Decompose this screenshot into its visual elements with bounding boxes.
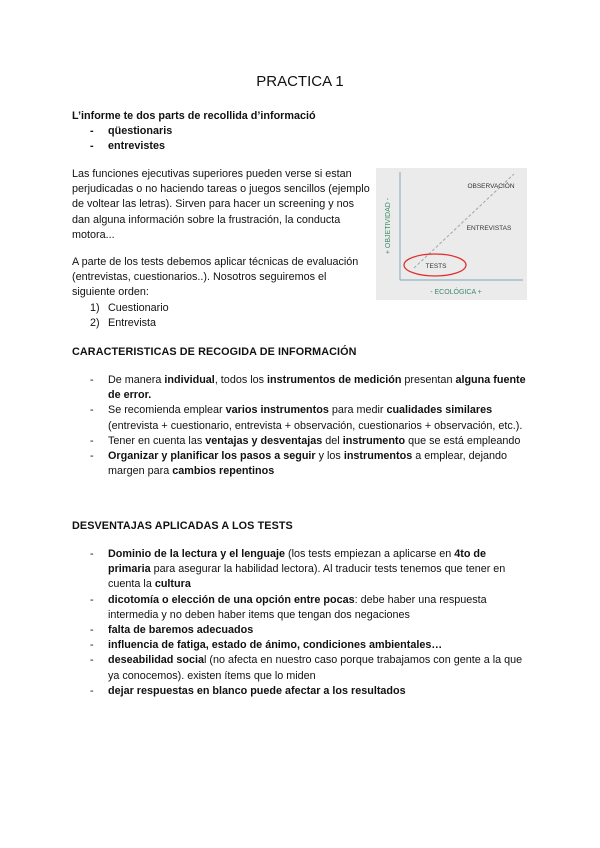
paragraph-techniques-text: A parte de los tests debemos aplicar técnicas de evaluación (entrevistas, cuestionarios..). Nosotros seguiremos el siguiente orden: xyxy=(72,256,359,299)
ordered-item xyxy=(90,316,370,331)
label-tests: TESTS xyxy=(425,263,447,270)
list-item: - dejar respuestas en blanco puede afectar a los resultados xyxy=(90,684,530,699)
x-axis-label: - ECOLÓGICA + xyxy=(430,289,482,296)
page-title: PRACTICA 1 xyxy=(256,73,344,90)
label-entrevistas: ENTREVISTAS xyxy=(466,225,512,232)
diagram-svg xyxy=(376,168,527,300)
section-heading-caracteristicas: CARACTERISTICAS DE RECOGIDA DE INFORMACIÓN xyxy=(72,346,357,358)
item-text: Entrevista xyxy=(108,316,157,329)
list-item: - qüestionaris xyxy=(90,124,532,139)
item-text: Cuestionario xyxy=(108,301,169,314)
list-item: - entrevistes xyxy=(90,139,532,154)
section-heading-desventajas: DESVENTAJAS APLICADAS A LOS TESTS xyxy=(72,520,293,532)
list-item: - falta de baremos adecuados xyxy=(90,623,530,638)
item-number: 2) xyxy=(90,316,100,329)
paragraph-techniques xyxy=(72,255,370,331)
list-item: - Organizar y planificar los pasos a seguir y los instrumentos a emplear, dejando margen para cambios repentinos xyxy=(90,449,530,479)
list-item: - deseabilidad social (no afecta en nuestro caso porque trabajamos con gente a la que ya conocemos). existen ítems que lo miden xyxy=(90,653,530,683)
list-item: - dicotomía o elección de una opción entre pocas: debe haber una respuesta intermedia y no deben haber items que tengan dos negaciones xyxy=(90,593,530,623)
intro-heading: L’informe te dos parts de recollida d’informació xyxy=(72,110,316,122)
desventajas-list xyxy=(90,547,530,699)
intro-section xyxy=(72,109,532,155)
ordered-item xyxy=(90,301,370,316)
list-item: - Se recomienda emplear varios instrumentos para medir cualidades similares (entrevista + cuestionario, entrevista + observación, cuestionarios + observación, etc.). xyxy=(90,403,530,433)
item-number: 1) xyxy=(90,301,100,314)
label-observacion: OBSERVACIÓN xyxy=(467,183,515,190)
evaluation-diagram xyxy=(376,168,527,300)
paragraph-executive-functions: Las funciones ejecutivas superiores pueden verse si estan perjudicadas o no haciendo tareas o juegos sencillos (ejemplo de voltear las letras). Sirven para hacer un screening y nos dan alguna información sobre la frustración, la conducta motora... xyxy=(72,168,370,241)
list-item: - Dominio de la lectura y el lenguaje (los tests empiezan a aplicarse en 4to de primaria para asegurar la habilidad lectora). Al traducir tests tenemos que tener en cuenta la cultura xyxy=(90,547,530,593)
list-item: - influencia de fatiga, estado de ánimo, condiciones ambientales… xyxy=(90,638,530,653)
list-item: - Tener en cuenta las ventajas y desventajas del instrumento que se está empleando xyxy=(90,434,530,449)
list-item: - De manera individual, todos los instrumentos de medición presentan alguna fuente de error. xyxy=(90,373,530,403)
y-axis-label: + OBJETIVIDAD - xyxy=(385,197,392,255)
caracteristicas-list xyxy=(90,373,530,479)
